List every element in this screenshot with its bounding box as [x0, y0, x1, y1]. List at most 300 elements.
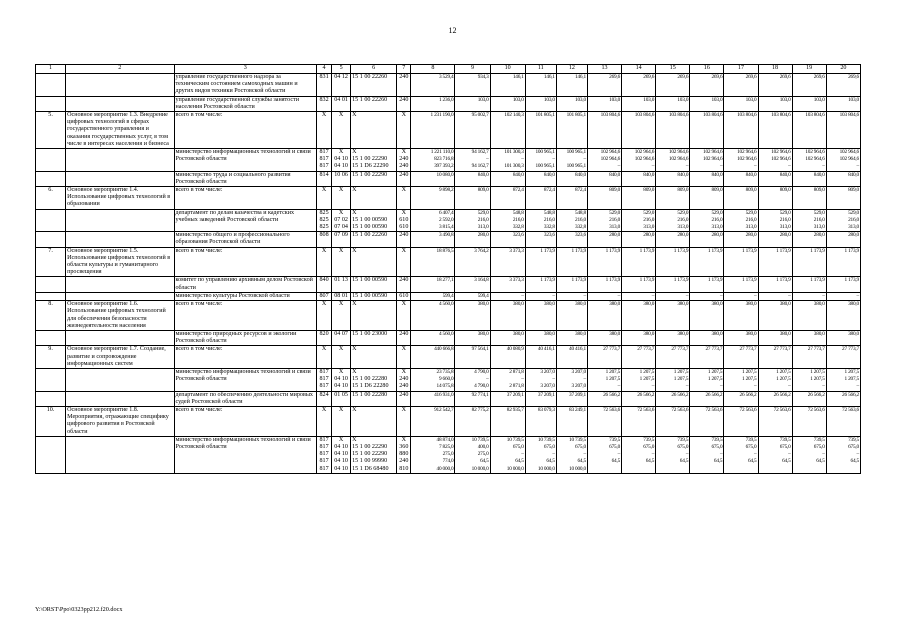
table-cell: 103 804,6: [622, 112, 656, 149]
table-row: [36, 171, 861, 186]
table-cell: 280,0: [758, 232, 792, 247]
table-cell: 280,0: [690, 232, 724, 247]
table-cell: 807: [317, 292, 332, 300]
table-cell: [36, 96, 66, 111]
table-cell: 831: [317, 74, 332, 97]
table-cell: 269,6: [656, 74, 690, 97]
table-cell: 103 804,6: [758, 112, 792, 149]
table-cell: 380,0: [556, 301, 587, 331]
table-cell: 15 1 00 23000: [351, 330, 397, 345]
table-cell: Основное мероприятие 1.3. Внедрение цифровых технологий в сферах государственного управления и оказания государственных услуг, в том числе в интересах населения и бизнеса: [66, 112, 174, 149]
table-cell: 269,6: [690, 74, 724, 97]
table-cell: [66, 149, 174, 172]
table-cell: министерство общего и профессионального образования Ростовской области: [174, 232, 317, 247]
table-cell: 26 566,2: [622, 391, 656, 406]
table-cell: 103,0: [622, 96, 656, 111]
table-cell: управление государственного надзора за техническим состоянием самоходных машин и других видов техники Ростовской области: [174, 74, 317, 97]
table-cell: 380,0: [455, 301, 490, 331]
table-row: [36, 112, 861, 149]
table-cell: 72 563,6: [792, 406, 826, 436]
table-cell: 809,0: [758, 187, 792, 210]
table-cell: 323,6: [525, 232, 556, 247]
table-cell: 04 01: [332, 96, 351, 111]
table-cell: 739,5 675,0 – 64,5: [826, 436, 860, 473]
table-cell: 26 566,2: [724, 391, 758, 406]
table-cell: 380,0: [490, 301, 525, 331]
table-cell: 1 173,9: [690, 277, 724, 292]
table-cell: 102 964,6 102 964,6 –: [758, 149, 792, 172]
table-cell: X: [351, 301, 397, 331]
table-cell: 1 173,9: [587, 247, 621, 277]
table-cell: 37 209,1: [490, 391, 525, 406]
table-cell: –: [690, 292, 724, 300]
table-cell: 5.: [36, 112, 66, 149]
table-cell: [36, 277, 66, 292]
table-cell: [36, 436, 66, 473]
column-number: 10: [490, 65, 525, 74]
column-number: 2: [66, 65, 174, 74]
table-cell: всего в том числе:: [174, 346, 317, 369]
table-cell: 529,0 216,0 313,0: [656, 209, 690, 232]
table-cell: 934,3: [455, 74, 490, 97]
table-cell: 101 300,3 – 101 300,3: [490, 149, 525, 172]
table-cell: 548,8 216,0 332,8: [490, 209, 525, 232]
table-cell: –: [724, 292, 758, 300]
table-cell: 380,0: [455, 330, 490, 345]
table-cell: 1 173,9: [758, 277, 792, 292]
table-cell: 817 817 817 817 817: [317, 436, 332, 473]
table-cell: 15 1 00 22260: [351, 232, 397, 247]
table-cell: 1 173,9: [690, 247, 724, 277]
table-cell: 83 079,3: [525, 406, 556, 436]
table-cell: 1 207,5 1 207,5 –: [690, 368, 724, 391]
table-cell: 240: [397, 277, 411, 292]
table-cell: X: [332, 247, 351, 277]
table-cell: 04 12: [332, 74, 351, 97]
table-cell: Основное мероприятие 1.5. Использование цифровых технологий в области культуры и гуманитарного просвещения: [66, 247, 174, 277]
table-cell: 103 804,6: [587, 112, 621, 149]
table-cell: 809,0: [724, 187, 758, 210]
table-cell: –: [792, 292, 826, 300]
table-cell: 380,0: [826, 330, 860, 345]
table-cell: 380,0: [656, 301, 690, 331]
column-number: 17: [724, 65, 758, 74]
table-cell: 323,6: [490, 232, 525, 247]
table-cell: X 240 240: [397, 149, 411, 172]
table-cell: 3 490,8: [411, 232, 455, 247]
table-cell: всего в том числе:: [174, 406, 317, 436]
table-cell: 840,0: [690, 171, 724, 186]
table-cell: –: [758, 292, 792, 300]
column-number: 4: [317, 65, 332, 74]
table-cell: [66, 96, 174, 111]
table-cell: 380,0: [724, 330, 758, 345]
table-cell: [36, 232, 66, 247]
table-cell: [66, 209, 174, 232]
table-cell: 380,0: [758, 330, 792, 345]
table-cell: 529,0 216,0 313,0: [758, 209, 792, 232]
table-cell: 1 207,5 1 207,5 –: [724, 368, 758, 391]
table-cell: 809,0: [826, 187, 860, 210]
table-cell: 240: [397, 96, 411, 111]
table-cell: 1 207,5 1 207,5 –: [656, 368, 690, 391]
table-cell: 92 774,1: [455, 391, 490, 406]
table-cell: [66, 74, 174, 97]
table-cell: 1 221 110,0 823 716,8 397 393,2: [411, 149, 455, 172]
table-cell: X: [332, 301, 351, 331]
table-cell: 1 173,9: [758, 247, 792, 277]
table-cell: [36, 74, 66, 97]
table-cell: 101 805,1: [556, 112, 587, 149]
table-row: [36, 247, 861, 277]
table-cell: 100 965,1 – 100 965,1: [525, 149, 556, 172]
table-cell: 1 173,9: [656, 277, 690, 292]
table-cell: –: [556, 292, 587, 300]
table-cell: 599,4: [411, 292, 455, 300]
table-cell: 1 207,5 1 207,5 –: [622, 368, 656, 391]
table-cell: 380,0: [622, 330, 656, 345]
table-cell: Основное мероприятие 1.4. Использование цифровых технологий в образовании: [66, 187, 174, 210]
table-cell: 739,5 675,0 – 64,5: [622, 436, 656, 473]
table-cell: X: [317, 247, 332, 277]
column-number: 3: [174, 65, 317, 74]
table-cell: 1 173,9: [656, 247, 690, 277]
table-cell: [66, 436, 174, 473]
table-cell: 1 173,9: [724, 247, 758, 277]
table-cell: 15 1 00 22280: [351, 391, 397, 406]
table-cell: 416 931,0: [411, 391, 455, 406]
table-cell: [66, 171, 174, 186]
table-cell: 1 207,5 1 207,5 –: [792, 368, 826, 391]
table-cell: 380,0: [792, 301, 826, 331]
table-row: [36, 301, 861, 331]
table-cell: 1 231 190,0: [411, 112, 455, 149]
table-cell: 380,0: [525, 330, 556, 345]
table-cell: 808: [317, 232, 332, 247]
table-cell: министерство информационных технологий и связи Ростовской области: [174, 436, 317, 473]
table-cell: 102 964,6 102 964,6 –: [792, 149, 826, 172]
table-cell: 809,0: [622, 187, 656, 210]
table-cell: 3 164,8: [455, 277, 490, 292]
column-number: 6: [351, 65, 397, 74]
table-cell: 380,0: [724, 301, 758, 331]
table-cell: 26 566,2: [690, 391, 724, 406]
table-cell: 280,0: [455, 232, 490, 247]
table-cell: 1 173,9: [556, 277, 587, 292]
table-row: [36, 406, 861, 436]
table-cell: 10 739,5 675,0 – 64,5 10 000,0: [490, 436, 525, 473]
table-cell: 103,0: [556, 96, 587, 111]
table-cell: 103,0: [525, 96, 556, 111]
column-number-row: [36, 65, 861, 74]
table-cell: 548,8 216,0 332,8: [556, 209, 587, 232]
table-cell: 269,6: [724, 74, 758, 97]
table-cell: X: [317, 301, 332, 331]
table-cell: 102 964,6 102 964,6 –: [656, 149, 690, 172]
table-cell: –: [826, 292, 860, 300]
table-cell: Основное мероприятие 1.8. Мероприятия, отражающие специфику цифрового развития в Ростовской области: [66, 406, 174, 436]
table-cell: 380,0: [587, 301, 621, 331]
table-cell: 4 790,0 – 4 790,0: [455, 368, 490, 391]
table-cell: 102 964,6 102 964,6 –: [587, 149, 621, 172]
table-cell: 872,4: [490, 187, 525, 210]
table-cell: 809,0: [690, 187, 724, 210]
table-cell: X 240 240: [397, 368, 411, 391]
table-cell: 10 739,5 400,0 275,0 64,5 10 000,0: [455, 436, 490, 473]
table-cell: 1 173,9: [826, 277, 860, 292]
table-cell: 72 563,6: [656, 406, 690, 436]
table-cell: 240: [397, 391, 411, 406]
table-cell: 739,5 675,0 – 64,5: [656, 436, 690, 473]
table-cell: 809,0: [587, 187, 621, 210]
table-cell: всего в том числе:: [174, 301, 317, 331]
table-cell: 15 1 00 00590: [351, 277, 397, 292]
table-cell: X 15 1 00 22280 15 1 D6 22280: [351, 368, 397, 391]
table-cell: 240: [397, 330, 411, 345]
column-number: 1: [36, 65, 66, 74]
column-number: 18: [758, 65, 792, 74]
table-cell: 840,0: [622, 171, 656, 186]
table-cell: 529,0 216,0 313,0: [455, 209, 490, 232]
table-cell: 146,1: [525, 74, 556, 97]
table-cell: 912 542,7: [411, 406, 455, 436]
table-cell: 529,0 216,0 313,0: [792, 209, 826, 232]
table-cell: 1 173,9: [622, 247, 656, 277]
table-cell: 840,0: [490, 171, 525, 186]
table-cell: [66, 232, 174, 247]
table-cell: 10 06: [332, 171, 351, 186]
table-cell: 323,6: [556, 232, 587, 247]
table-cell: X: [351, 346, 397, 369]
table-row: [36, 277, 861, 292]
table-cell: 146,1: [556, 74, 587, 97]
table-cell: 102 964,6 102 964,6 –: [724, 149, 758, 172]
table-cell: 103 804,6: [826, 112, 860, 149]
table-cell: [66, 292, 174, 300]
table-cell: 4 560,0: [411, 330, 455, 345]
table-cell: 6 407,4 2 592,0 3 815,4: [411, 209, 455, 232]
table-cell: 840: [317, 277, 332, 292]
table-cell: 9.: [36, 346, 66, 369]
table-cell: 27 773,7: [690, 346, 724, 369]
table-cell: 103,0: [690, 96, 724, 111]
table-cell: 1 173,9: [724, 277, 758, 292]
table-cell: 15 1 00 22260: [351, 74, 397, 97]
table-cell: 08 01: [332, 292, 351, 300]
table-cell: 824: [317, 391, 332, 406]
table-cell: 103 804,6: [792, 112, 826, 149]
table-cell: 832: [317, 96, 332, 111]
column-number: 9: [455, 65, 490, 74]
table-cell: управление государственной службы занятости населения Ростовской области: [174, 96, 317, 111]
table-cell: министерство природных ресурсов и экологии Ростовской области: [174, 330, 317, 345]
page-number: 12: [448, 26, 457, 35]
table-cell: X: [332, 112, 351, 149]
table-cell: 840,0: [792, 171, 826, 186]
table-cell: 280,0: [792, 232, 826, 247]
column-number: 13: [587, 65, 621, 74]
table-cell: [66, 391, 174, 406]
table-cell: X 15 1 00 22290 15 1 00 22290 15 1 00 99990 15 1 D6 68480: [351, 436, 397, 473]
table-cell: 103,0: [758, 96, 792, 111]
table-cell: X: [351, 112, 397, 149]
table-cell: 739,5 675,0 – 64,5: [587, 436, 621, 473]
table-cell: 82 935,7: [490, 406, 525, 436]
table-cell: 1 173,9: [826, 247, 860, 277]
table-cell: 610: [397, 292, 411, 300]
file-path-footer: Y:\ORST\Ppo\0323pp212.f20.docx: [35, 606, 123, 613]
table-cell: 809,0: [792, 187, 826, 210]
table-cell: 27 773,7: [656, 346, 690, 369]
table-cell: 380,0: [826, 301, 860, 331]
table-cell: 739,5 675,0 – 64,5: [792, 436, 826, 473]
column-number: 5: [332, 65, 351, 74]
table-cell: [66, 277, 174, 292]
table-cell: 97 564,1: [455, 346, 490, 369]
table-cell: 1 173,9: [556, 247, 587, 277]
table-cell: 2 871,8 – 2 871,8: [490, 368, 525, 391]
table-cell: 3 764,2: [455, 247, 490, 277]
table-cell: 9 898,2: [411, 187, 455, 210]
table-cell: 1 236,0: [411, 96, 455, 111]
table-cell: 48 874,0 7 825,0 275,0 774,0 40 000,0: [411, 436, 455, 473]
table-cell: 102 964,6 102 964,6 –: [690, 149, 724, 172]
table-cell: 103,0: [490, 96, 525, 111]
table-cell: 72 563,6: [826, 406, 860, 436]
table-cell: X 07 02 07 04: [332, 209, 351, 232]
column-number: 19: [792, 65, 826, 74]
table-cell: [36, 171, 66, 186]
table-cell: 1 173,9: [587, 277, 621, 292]
table-cell: 15 1 00 22290: [351, 171, 397, 186]
table-cell: X: [397, 247, 411, 277]
table-cell: 72 563,6: [724, 406, 758, 436]
table-cell: 27 773,7: [792, 346, 826, 369]
table-cell: 18 876,5: [411, 247, 455, 277]
table-cell: X 15 1 00 22290 15 1 D6 22290: [351, 149, 397, 172]
table-cell: 102 964,6 102 964,6 –: [622, 149, 656, 172]
table-cell: 3 529,4: [411, 74, 455, 97]
table-cell: 840,0: [826, 171, 860, 186]
table-cell: 1 173,9: [525, 277, 556, 292]
table-cell: 72 563,6: [587, 406, 621, 436]
table-cell: 23 735,8 9 660,0 14 075,8: [411, 368, 455, 391]
table-cell: 840,0: [556, 171, 587, 186]
table-cell: 3 373,3: [490, 247, 525, 277]
table-row: [36, 436, 861, 473]
table-cell: министерство информационных технологий и связи Ростовской области: [174, 149, 317, 172]
table-row: [36, 232, 861, 247]
table-cell: 529,0 216,0 313,0: [622, 209, 656, 232]
table-cell: 103,0: [826, 96, 860, 111]
table-row: [36, 149, 861, 172]
table-cell: 26 566,2: [792, 391, 826, 406]
table-cell: департамент по обеспечению деятельности мировых судей Ростовской области: [174, 391, 317, 406]
table-cell: 840,0: [587, 171, 621, 186]
table-cell: 72 563,6: [622, 406, 656, 436]
table-cell: 40 080,9: [490, 346, 525, 369]
table-cell: 240: [397, 74, 411, 97]
table-cell: 1 173,9: [622, 277, 656, 292]
table-cell: 27 773,7: [622, 346, 656, 369]
table-cell: министерство культуры Ростовской области: [174, 292, 317, 300]
table-cell: 820: [317, 330, 332, 345]
table-cell: 3 373,3: [490, 277, 525, 292]
table-cell: 529,0 216,0 313,0: [826, 209, 860, 232]
table-cell: 26 566,2: [656, 391, 690, 406]
table-cell: [36, 330, 66, 345]
table-cell: 809,0: [455, 187, 490, 210]
table-cell: X 15 1 00 00590 15 1 00 00590: [351, 209, 397, 232]
table-cell: 8.: [36, 301, 66, 331]
table-cell: X: [397, 187, 411, 210]
table-cell: всего в том числе:: [174, 187, 317, 210]
table-row: [36, 96, 861, 111]
table-cell: 18 277,1: [411, 277, 455, 292]
table-cell: [36, 149, 66, 172]
column-number: 16: [690, 65, 724, 74]
table-cell: 83 249,1: [556, 406, 587, 436]
table-cell: 739,5 675,0 – 64,5: [690, 436, 724, 473]
table-cell: 40 416,1: [556, 346, 587, 369]
column-number: 12: [556, 65, 587, 74]
table-cell: [36, 368, 66, 391]
table-row: [36, 346, 861, 369]
table-cell: 72 563,6: [690, 406, 724, 436]
table-cell: 380,0: [656, 330, 690, 345]
table-cell: X: [397, 301, 411, 331]
table-row: [36, 330, 861, 345]
table-cell: 814: [317, 171, 332, 186]
table-cell: 103,0: [587, 96, 621, 111]
table-cell: 240: [397, 171, 411, 186]
table-cell: 37 209,1: [525, 391, 556, 406]
table-cell: X: [317, 187, 332, 210]
table-cell: 103 804,6: [690, 112, 724, 149]
table-cell: 103,0: [792, 96, 826, 111]
table-cell: 27 773,7: [758, 346, 792, 369]
table-cell: 380,0: [525, 301, 556, 331]
table-cell: 103,0: [455, 96, 490, 111]
table-cell: 840,0: [455, 171, 490, 186]
table-cell: 103,0: [656, 96, 690, 111]
table-cell: 40 416,1: [525, 346, 556, 369]
table-cell: 100 965,1 – 100 965,1: [556, 149, 587, 172]
table-cell: 599,4: [455, 292, 490, 300]
table-cell: 380,0: [556, 330, 587, 345]
table-cell: X 610 610: [397, 209, 411, 232]
table-row: [36, 292, 861, 300]
table-cell: 1 207,5 1 207,5 –: [587, 368, 621, 391]
table-cell: департамент по делам казачества и кадетских учебных заведений Ростовской области: [174, 209, 317, 232]
table-cell: 817 817 817: [317, 368, 332, 391]
table-cell: 7.: [36, 247, 66, 277]
table-cell: 15 1 00 22260: [351, 96, 397, 111]
table-cell: Основное мероприятие 1.6. Использование цифровых технологий для обеспечения безопасности жизнедеятельности населения: [66, 301, 174, 331]
table-cell: 103 804,6: [724, 112, 758, 149]
table-cell: 27 773,7: [826, 346, 860, 369]
table-cell: 10 739,5 675,0 – 64,5 10 000,0: [556, 436, 587, 473]
table-cell: 739,5 675,0 – 64,5: [758, 436, 792, 473]
table-row: [36, 391, 861, 406]
table-cell: X: [397, 112, 411, 149]
table-cell: 102 140,3: [490, 112, 525, 149]
table-cell: 280,0: [622, 232, 656, 247]
table-cell: 280,0: [826, 232, 860, 247]
table-cell: 872,4: [556, 187, 587, 210]
table-cell: –: [656, 292, 690, 300]
table-cell: 380,0: [490, 330, 525, 345]
